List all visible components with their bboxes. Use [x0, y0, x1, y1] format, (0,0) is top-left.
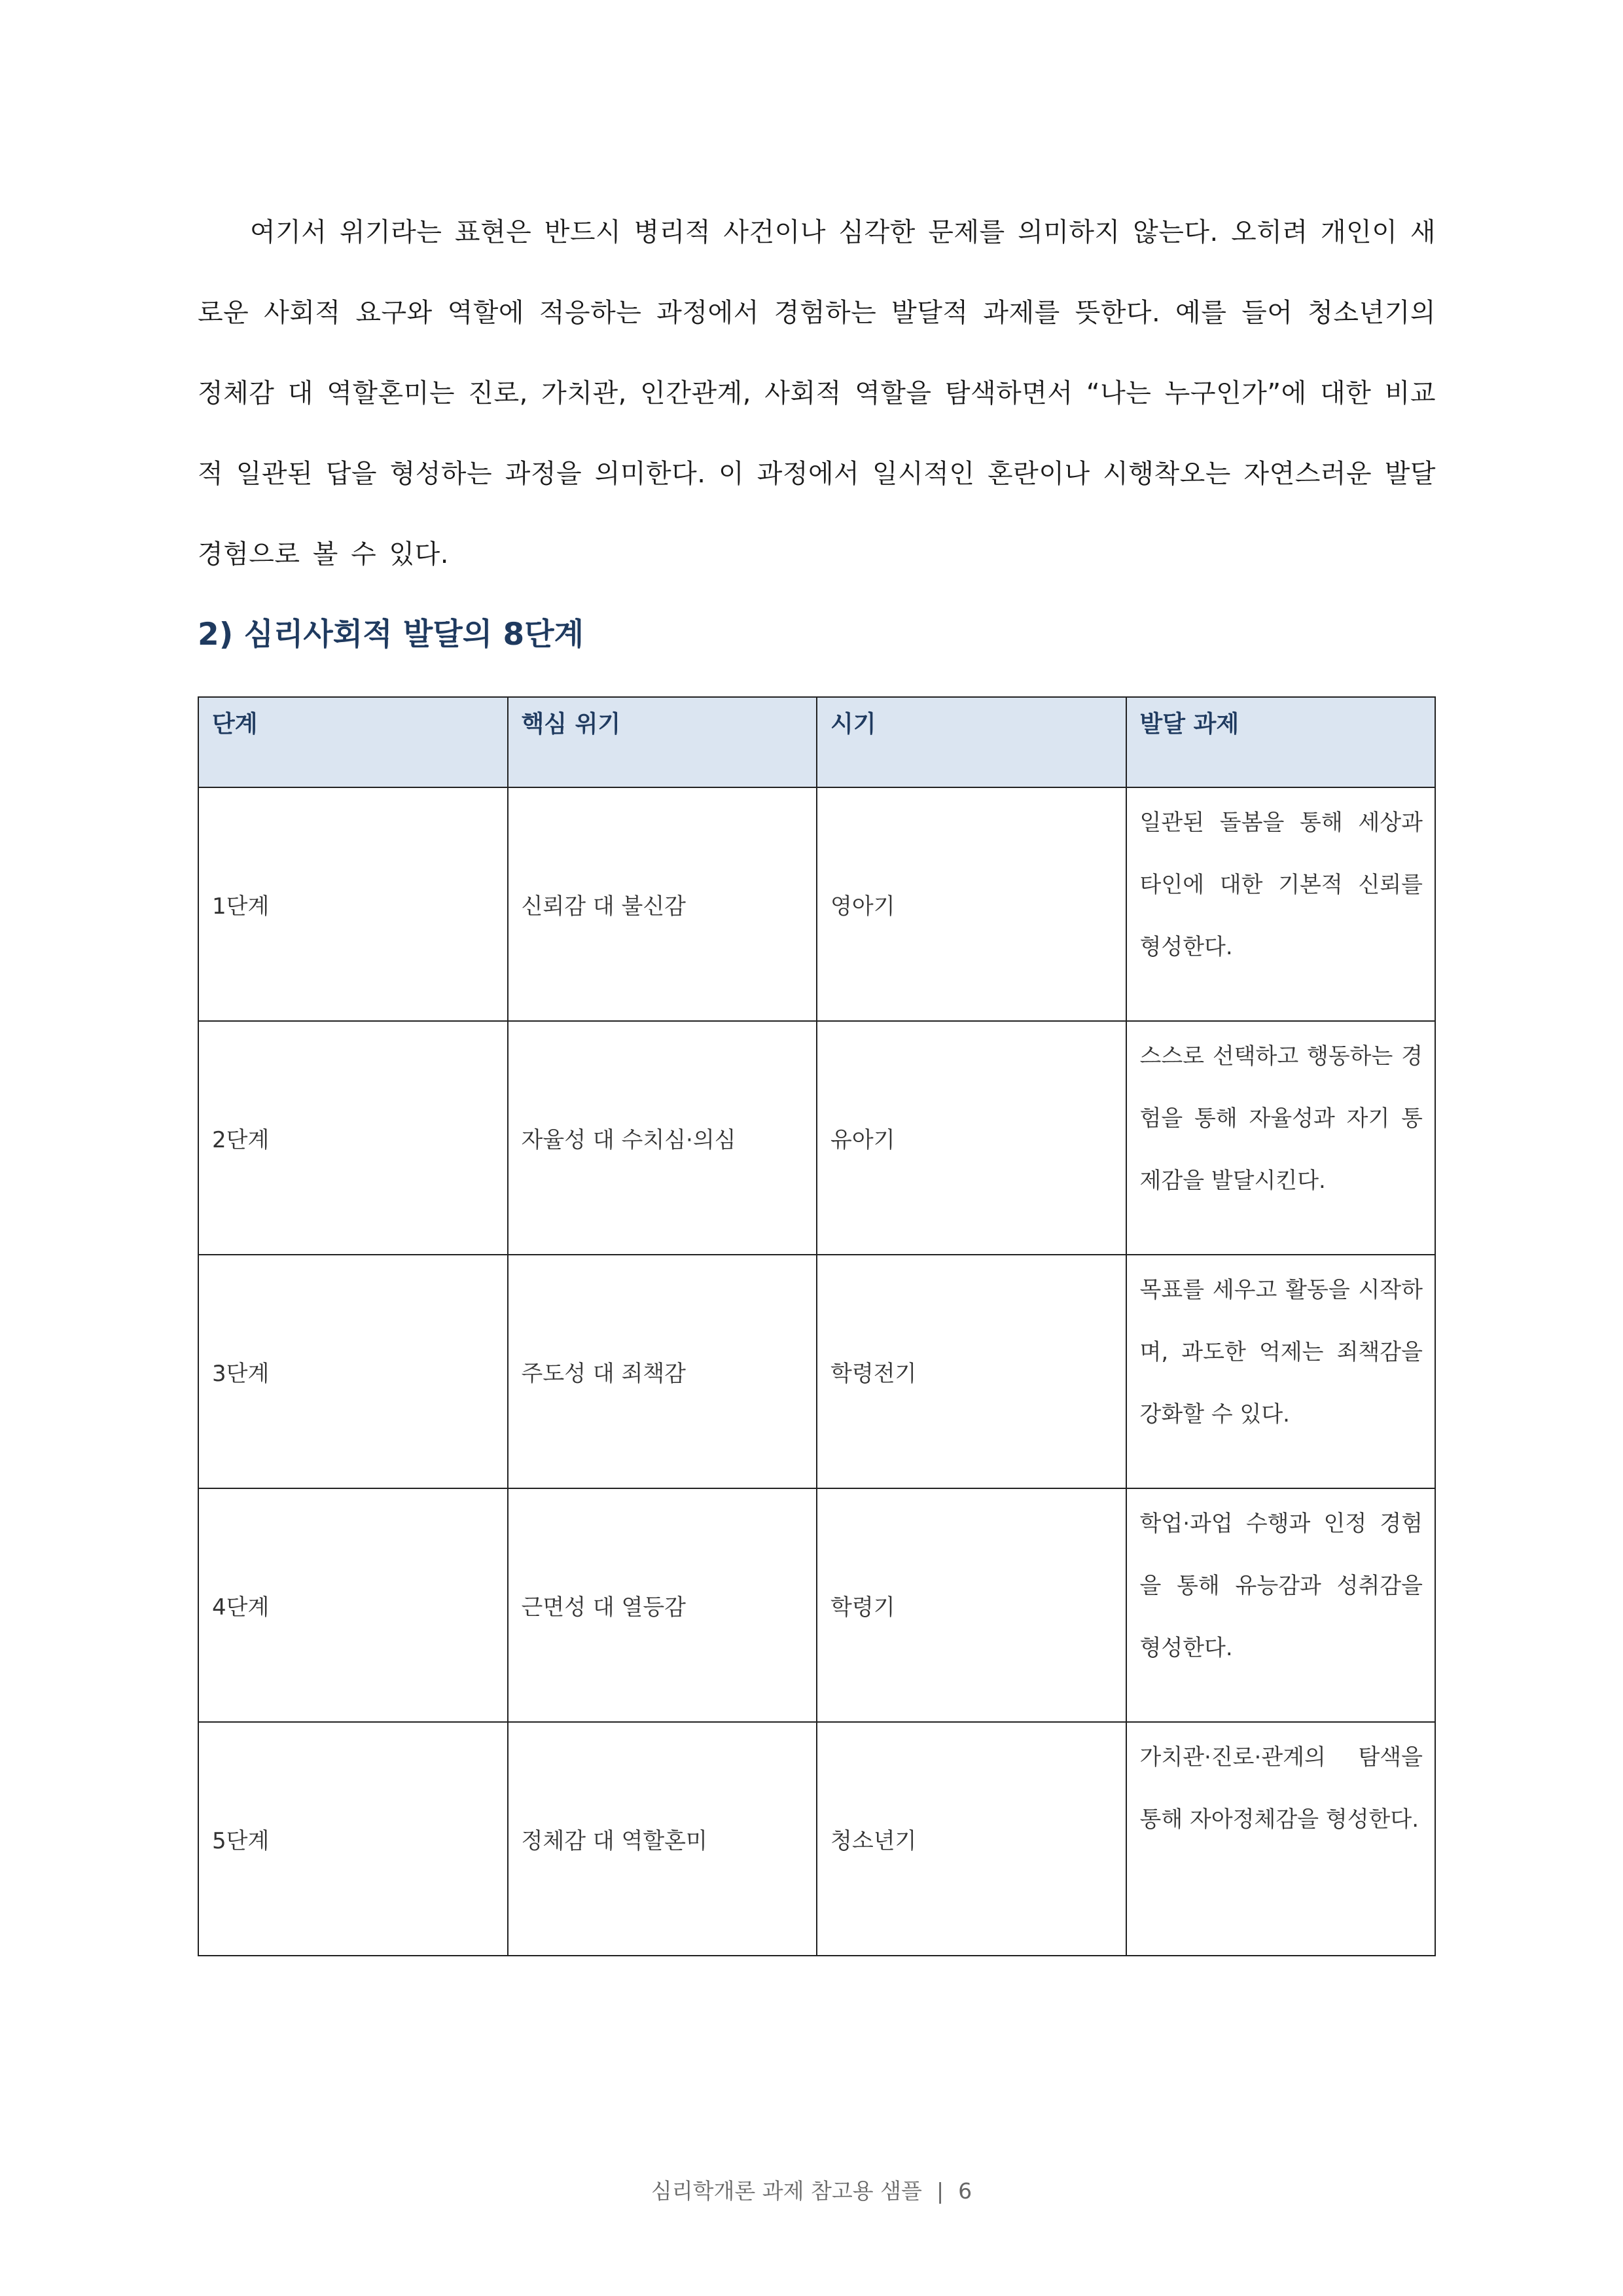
- stage-cell: 5단계: [198, 1722, 508, 1956]
- task-cell: 일관된 돌봄을 통해 세상과 타인에 대한 기본적 신뢰를 형성한다.: [1126, 787, 1436, 1021]
- table-row: [198, 787, 1435, 1021]
- task-cell: 목표를 세우고 활동을 시작하며, 과도한 억제는 죄책감을 강화할 수 있다.: [1126, 1255, 1436, 1488]
- header-crisis: 핵심 위기: [508, 697, 817, 787]
- stage-cell: 4단계: [198, 1488, 508, 1722]
- footer-title: 심리학개론 과제 참고용 샘플: [651, 2178, 922, 2204]
- crisis-cell: 근면성 대 열등감: [508, 1488, 817, 1722]
- footer-separator: |: [936, 2178, 944, 2204]
- period-cell: 학령전기: [817, 1255, 1126, 1488]
- stage-cell: 1단계: [198, 787, 508, 1021]
- table-row: [198, 1488, 1435, 1722]
- crisis-cell: 정체감 대 역할혼미: [508, 1722, 817, 1956]
- page-number: 6: [958, 2178, 972, 2204]
- header-task: 발달 과제: [1126, 697, 1436, 787]
- task-cell: 스스로 선택하고 행동하는 경험을 통해 자율성과 자기 통제감을 발달시킨다.: [1126, 1021, 1436, 1255]
- period-cell: 청소년기: [817, 1722, 1126, 1956]
- table-header-row: [198, 697, 1435, 787]
- stage-cell: 3단계: [198, 1255, 508, 1488]
- table-row: [198, 1021, 1435, 1255]
- header-period: 시기: [817, 697, 1126, 787]
- intro-paragraph: 여기서 위기라는 표현은 반드시 병리적 사건이나 심각한 문제를 의미하지 않는다. 오히려 개인이 새로운 사회적 요구와 역할에 적응하는 과정에서 경험하는 발달적 과제를 뜻한다. 예를 들어 청소년기의 정체감 대 역할혼미는 진로, 가치관, 인간관계, 사회적 역할을 탐색하면서 “나는 누구인가”에 대한 비교적 일관된 답을 형성하는 과정을 의미한다. 이 과정에서 일시적인 혼란이나 시행착오는 자연스러운 발달 경험으로 볼 수 있다.: [198, 217, 1436, 569]
- header-stage: 단계: [198, 697, 508, 787]
- table-row: [198, 1255, 1435, 1488]
- task-cell: 학업·과업 수행과 인정 경험을 통해 유능감과 성취감을 형성한다.: [1126, 1488, 1436, 1722]
- stages-table: [198, 696, 1436, 1956]
- page-footer: [0, 2174, 1623, 2205]
- section-heading: 2) 심리사회적 발달의 8단계: [198, 617, 584, 653]
- crisis-cell: 자율성 대 수치심·의심: [508, 1021, 817, 1255]
- crisis-cell: 신뢰감 대 불신감: [508, 787, 817, 1021]
- task-cell: 가치관·진로·관계의 탐색을 통해 자아정체감을 형성한다.: [1126, 1722, 1436, 1956]
- period-cell: 유아기: [817, 1021, 1126, 1255]
- table-row: [198, 1722, 1435, 1956]
- period-cell: 영아기: [817, 787, 1126, 1021]
- period-cell: 학령기: [817, 1488, 1126, 1722]
- stage-cell: 2단계: [198, 1021, 508, 1255]
- crisis-cell: 주도성 대 죄책감: [508, 1255, 817, 1488]
